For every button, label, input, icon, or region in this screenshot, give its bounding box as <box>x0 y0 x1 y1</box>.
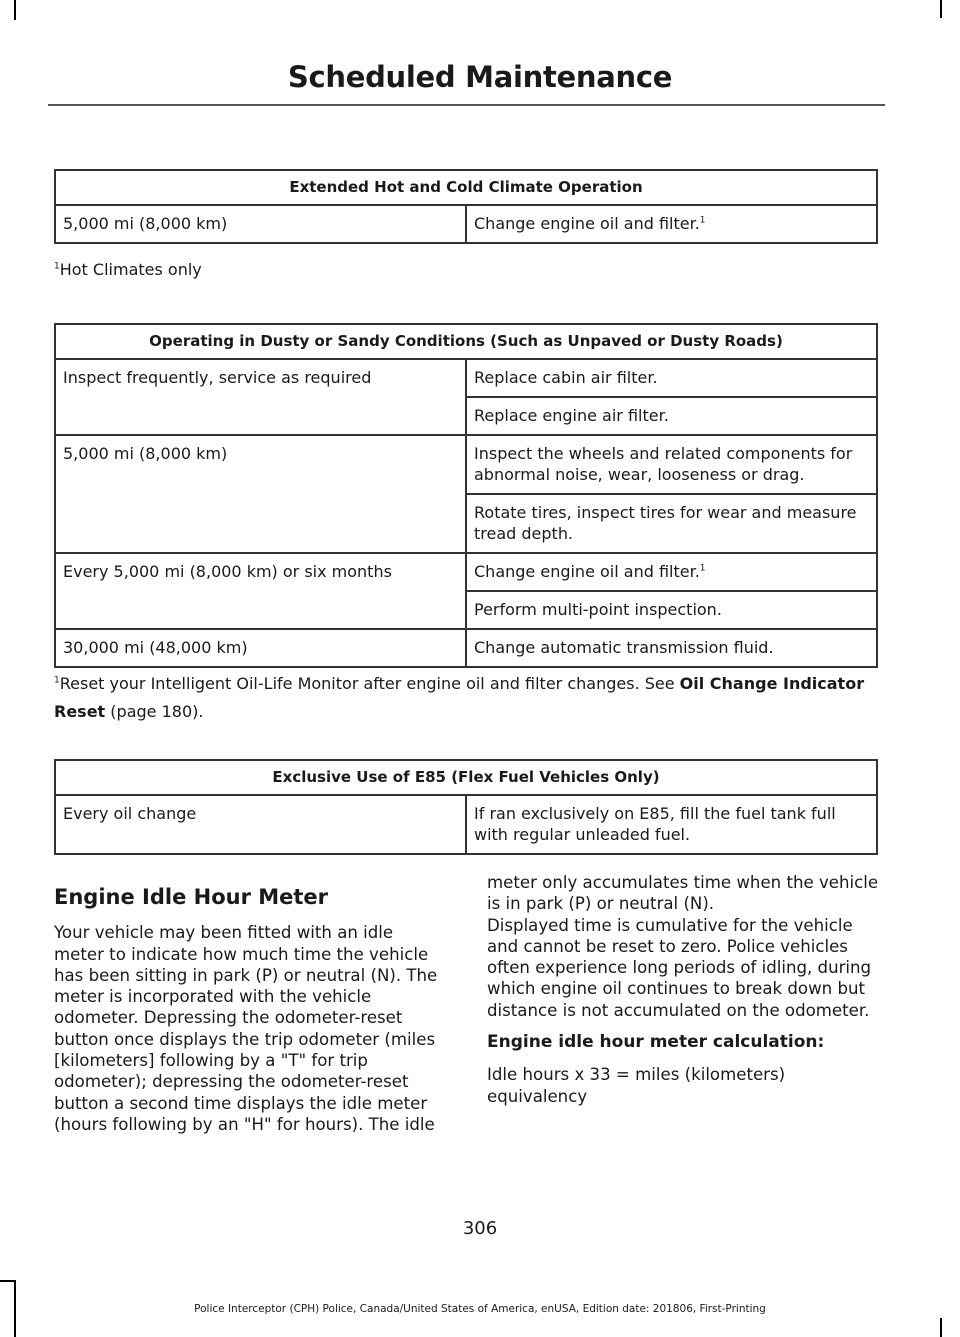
action-cell: Change engine oil and filter.$^1$ <box>466 553 877 591</box>
interval-cell: Inspect frequently, service as required <box>55 359 466 435</box>
page-number: 306 <box>462 1218 498 1239</box>
crop-mark <box>0 1280 16 1282</box>
table-row <box>55 205 877 243</box>
action-cell: Change automatic transmission fluid. <box>466 629 877 667</box>
interval-cell: 5,000 mi (8,000 km) <box>55 205 466 243</box>
section-heading: Engine Idle Hour Meter <box>54 885 329 909</box>
sub-heading: Engine idle hour meter calculation: <box>487 1032 825 1053</box>
header-rule <box>48 104 885 106</box>
footer: Police Interceptor (CPH) Police, Canada/United States of America, enUSA, Edition date: 201806, First-Printing <box>194 1303 766 1315</box>
action-cell: Perform multi-point inspection. <box>466 591 877 629</box>
footnote-mark: 1 <box>54 675 60 686</box>
body-paragraph: Your vehicle may been fitted with an idle meter to indicate how much time the vehicle has been sitting in park (P) or neutral (N). The meter is incorporated with the vehicle odometer. Depressing the odometer-reset button once displays the trip odometer (miles [kilometers] following by a "T" for trip odometer); depressing the odometer-reset button a second time displays the idle meter (hours following by an "H" for hours). The idle <box>54 923 438 1134</box>
action-cell: Replace engine air filter. <box>466 397 877 435</box>
action-cell: If ran exclusively on E85, fill the fuel tank full with regular unleaded fuel. <box>466 795 877 854</box>
action-cell: Replace cabin air filter. <box>466 359 877 397</box>
right-column <box>487 872 882 1118</box>
interval-cell: 30,000 mi (48,000 km) <box>55 629 466 667</box>
table-row <box>55 435 877 494</box>
footnote-mark: 1 <box>699 215 706 226</box>
extended-climate-table <box>54 169 878 244</box>
body-paragraph: meter only accumulates time when the vehicle is in park (P) or neutral (N). <box>487 873 879 914</box>
e85-table <box>54 759 878 855</box>
crop-mark <box>14 0 16 20</box>
left-column <box>54 887 447 1146</box>
table-row <box>55 629 877 667</box>
table-title: Exclusive Use of E85 (Flex Fuel Vehicles Only) <box>55 760 877 795</box>
interval-cell: Every 5,000 mi (8,000 km) or six months <box>55 553 466 629</box>
crop-mark <box>940 0 942 18</box>
footnote: $^1$Hot Climates only <box>54 260 202 279</box>
table-title: Operating in Dusty or Sandy Conditions (Such as Unpaved or Dusty Roads) <box>55 324 877 359</box>
body-paragraph: Displayed time is cumulative for the vehicle and cannot be reset to zero. Police vehicles often experience long periods of idling, during which engine oil continues to break down but distance is not accumulated on the odometer. <box>487 915 872 1020</box>
cross-reference-link[interactable]: Oil Change Indicator Reset <box>54 674 865 721</box>
page-title: Scheduled Maintenance <box>287 60 673 94</box>
action-cell: Inspect the wheels and related components for abnormal noise, wear, looseness or drag. <box>466 435 877 494</box>
footnote-mark: 1 <box>699 563 706 574</box>
table-row <box>55 359 877 397</box>
interval-cell: 5,000 mi (8,000 km) <box>55 435 466 553</box>
action-cell: Rotate tires, inspect tires for wear and measure tread depth. <box>466 494 877 553</box>
footnote-mark: 1 <box>54 261 60 272</box>
table-title: Extended Hot and Cold Climate Operation <box>55 170 877 205</box>
crop-mark <box>940 1318 942 1337</box>
dusty-conditions-table <box>54 323 878 668</box>
table-row <box>55 553 877 591</box>
interval-cell: Every oil change <box>55 795 466 854</box>
table-row <box>55 795 877 854</box>
action-cell: Change engine oil and filter.$^1$ <box>466 205 877 243</box>
footnote: $^1$Reset your Intelligent Oil-Life Monitor after engine oil and filter changes. See Oil Change Indicator Reset (page 180). <box>54 674 865 721</box>
body-paragraph: Idle hours x 33 = miles (kilometers) equivalency <box>487 1065 786 1106</box>
